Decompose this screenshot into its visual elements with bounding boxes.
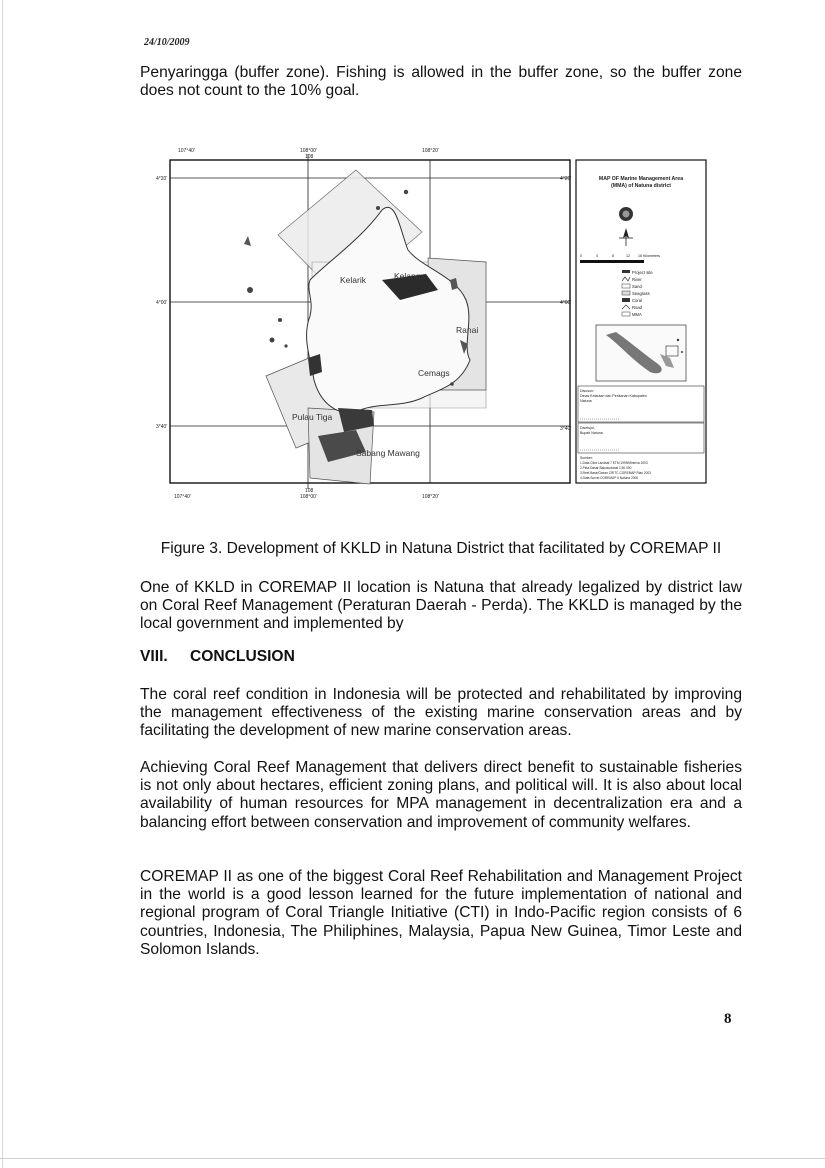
legend-title-2: (MMA) of Natuna district [611,183,671,189]
natuna-map-figure [156,140,720,510]
conclusion-paragraph-2: Achieving Coral Reef Management that delivers direct benefit to sustainable fisheries is not only about hectares, efficient zoning plans, and political will. It is also about local availability of human resources for MPA management in decentralization era and a balancing effort between conservation and improvement of community welfares. [140,759,742,831]
page-bottom-rule [0,1158,825,1159]
label-ranai: Ranai [456,325,479,335]
source-2: 2.Peta Dasar Bakosurtanal 1:50.000 [580,466,632,470]
tick-left-3: 3°40' [156,424,168,430]
label-sabang-mawang: Sabang Mawang [356,448,420,458]
scale-0: 0 [580,254,582,258]
header-date: 24/10/2009 [144,37,190,48]
tick-top-2: 108°00' [300,148,317,154]
box1-line2: Dinas Kelautan dan Perikanan Kabupaten [580,394,647,398]
section-title: CONCLUSION [190,648,295,665]
source-3: 3.Reef Base/Ocean CRITC-COREMAP Riau 2003 [580,471,651,475]
page-number: 8 [724,1011,732,1027]
section-heading [140,648,295,666]
scale-16: 16 Kilometers [638,254,660,258]
tick-bottom-1: 107°40' [174,494,191,500]
legend-road: Road [632,305,643,310]
sources-title: Sumber: [580,456,593,460]
legend-river: River [632,277,642,282]
tick-left-1: 4°20' [156,176,168,182]
scale-12: 12 [626,254,630,258]
tick-right-3: 3°40' [560,426,572,432]
scale-4: 4 [596,254,598,258]
box2-line2: Bupati Natuna [580,431,603,435]
legend-title-1: MAP OF Marine Management Area [598,176,684,182]
legend-mma: MMA [632,312,642,317]
tick-top-sub: 108 [305,154,314,160]
tick-bottom-2: 108°00' [300,494,317,500]
tick-right-2: 4°00' [560,300,572,306]
page-left-rule [2,0,3,1168]
box1-line3: Natuna [580,399,592,403]
label-pulau-tiga: Pulau Tiga [292,412,333,422]
conclusion-paragraph-1: The coral reef condition in Indonesia will be protected and rehabilitated by improving the management effectiveness of the existing marine conservation areas and by facilitating the development of new marine conservation areas. [140,686,742,740]
source-4: 4.Data Survei COREMAP II Natuna 2006 [580,476,639,480]
tick-top-3: 108°20' [422,148,439,154]
box1-line1: Disusun: [580,389,594,393]
kkld-paragraph: One of KKLD in COREMAP II location is Natuna that already legalized by district law on Coral Reef Management (Peraturan Daerah - Perda). The KKLD is managed by the local government and implemented by [140,579,742,633]
section-number: VIII. [140,648,168,665]
box2-line1: Disetujui, [580,426,595,430]
intro-paragraph: Penyaringga (buffer zone). Fishing is allowed in the buffer zone, so the buffer zone does not count to the 10% goal. [140,64,742,100]
tick-right-1: 4°20' [560,176,572,182]
tick-top-1: 107°40' [178,148,195,154]
map-svg [156,140,720,510]
scale-bar [580,260,644,263]
tick-bottom-3: 108°20' [422,494,439,500]
source-1: 1.Data Citra Landsat 7 ETM 1999/Minerva 2003 [580,461,648,465]
scale-8: 8 [612,254,614,258]
legend-seagrass: Seagrass [632,291,650,296]
legend-coral: Coral [632,298,643,303]
figure-caption: Figure 3. Development of KKLD in Natuna District that facilitated by COREMAP II [160,540,722,557]
conclusion-paragraph-3: COREMAP II as one of the biggest Coral Reef Rehabilitation and Management Project in the world is a good lesson learned for the future implementation of national and regional program of Coral Triangle Initiative (CTI) in Indo-Pacific region consists of 6 countries, Indonesia, The Philiphines, Malaysia, Papua New Guinea, Timor Leste and Solomon Islands. [140,868,742,958]
legend-sand: Sand [632,284,642,289]
label-kelanga: Kelanga [394,271,426,281]
label-kelarik: Kelarik [340,275,366,285]
tick-bottom-sub: 108 [305,488,314,494]
label-cemags: Cemags [418,368,450,378]
legend-project-site: Project site [632,270,653,275]
tick-left-2: 4°00' [156,300,168,306]
